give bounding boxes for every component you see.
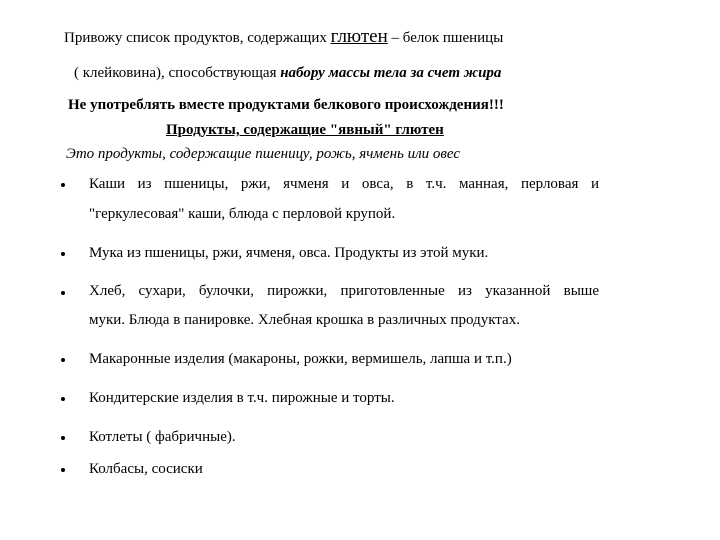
section-subheading: Это продукты, содержащие пшеницу, рожь, ячмень или овес [66,146,461,162]
list-item-line: Мука из пшеницы, ржи, ячменя, овса. Продукты из этой муки. [89,245,489,261]
intro-line-1 [64,28,503,47]
warning-text: Не употреблять вместе продуктами белкового происхождения!!! [68,97,504,113]
section-heading: Продукты, содержащие "явный" глютен [166,122,444,138]
list-item-line: Колбасы, сосиски [89,461,203,477]
list-item-line: Котлеты ( фабричные). [89,429,236,445]
bullet-icon [61,436,65,440]
bullet-icon [61,468,65,472]
bullet-icon [61,397,65,401]
intro-text-start: Привожу список продуктов, содержащих [64,30,331,46]
intro-line-2 [74,64,501,82]
intro-emphasis: набору массы тела за счет жира [280,65,502,81]
intro-text-end: – белок пшеницы [387,30,504,46]
gluten-keyword: глютен [330,26,388,47]
bullet-icon [61,252,65,256]
list-item-line: муки. Блюда в панировке. Хлебная крошка в различных продуктах. [89,312,520,328]
bullet-icon [61,358,65,362]
list-item-line: Макаронные изделия (макароны, рожки, вермишель, лапша и т.п.) [89,351,512,367]
list-item-line: Хлеб, сухари, булочки, пирожки, приготовленные из указанной выше [89,283,599,299]
bullet-icon [61,183,65,187]
intro-line-2-start: ( клейковина), способствующая [74,65,281,81]
list-item-line: "геркулесовая" каши, блюда с перловой крупой. [89,206,396,222]
list-item-line: Каши из пшеницы, ржи, ячменя и овса, в т.ч. манная, перловая и [89,176,599,192]
bullet-icon [61,291,65,295]
list-item-line: Кондитерские изделия в т.ч. пирожные и торты. [89,390,395,406]
